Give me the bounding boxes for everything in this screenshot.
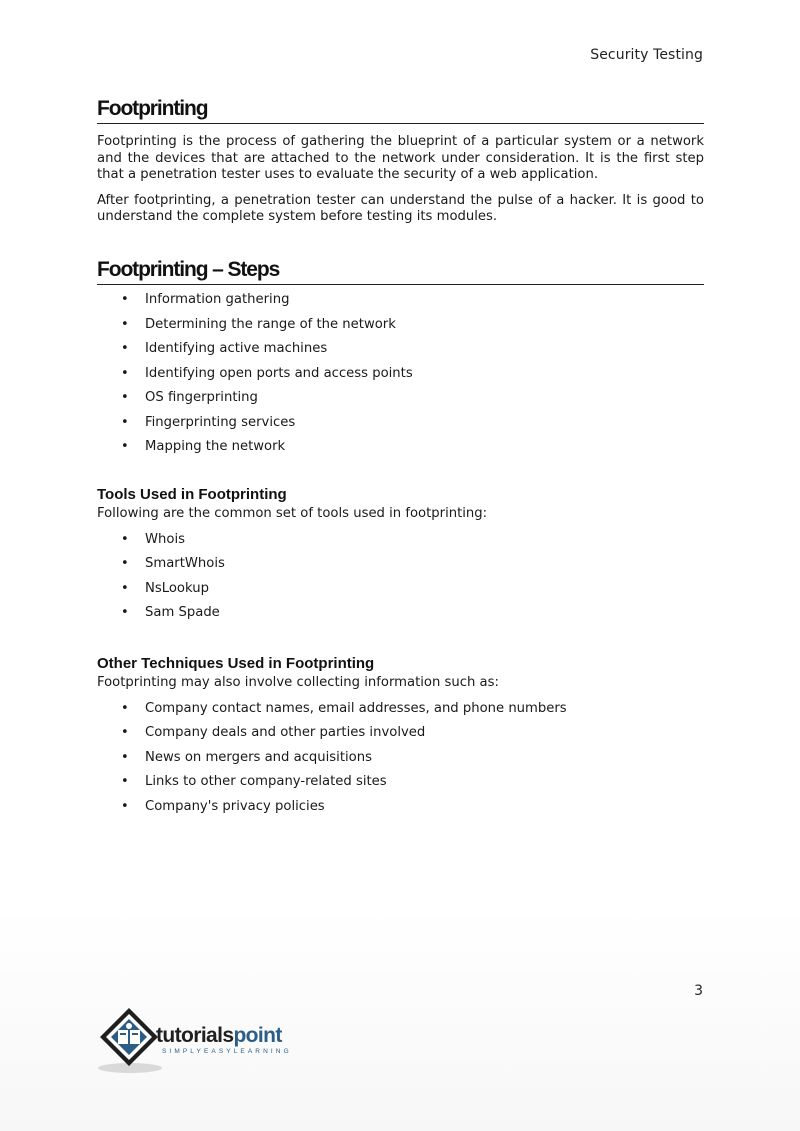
bullet-icon: •: [121, 556, 129, 571]
techniques-section: [97, 655, 704, 819]
bullet-icon: •: [121, 316, 129, 332]
tools-intro: Following are the common set of tools used in footprinting:: [97, 506, 488, 521]
list-item: [121, 337, 704, 362]
techniques-intro: Footprinting may also involve collecting information such as:: [97, 675, 499, 690]
logo-wordmark: [156, 1025, 282, 1047]
list-item-text: SmartWhois: [145, 556, 225, 571]
list-item: [121, 697, 704, 722]
list-item: [121, 435, 704, 460]
logo-word-point: point: [233, 1024, 282, 1047]
list-item-text: Links to other company-related sites: [145, 774, 387, 789]
list-item: [121, 770, 704, 795]
bullet-icon: •: [121, 700, 129, 716]
bullet-icon: •: [121, 531, 129, 547]
bullet-icon: •: [121, 798, 129, 814]
list-item-text: Company deals and other parties involved: [145, 725, 426, 740]
list-item-text: Determining the range of the network: [145, 316, 396, 332]
list-item-text: Company contact names, email addresses, and phone numbers: [145, 700, 567, 716]
list-item: [121, 721, 704, 746]
list-item: [121, 313, 704, 338]
list-item-text: News on mergers and acquisitions: [145, 749, 372, 765]
list-item: [121, 577, 704, 602]
list-item-text: OS fingerprinting: [145, 390, 258, 405]
tutorialspoint-logo: [96, 1004, 326, 1078]
list-item-text: Identifying open ports and access points: [145, 365, 413, 381]
list-item: [121, 601, 704, 626]
list-item: [121, 411, 704, 436]
bullet-icon: •: [121, 414, 129, 430]
list-item: [121, 528, 704, 553]
list-item: [121, 746, 704, 771]
list-item: [121, 288, 704, 313]
bullet-icon: •: [121, 605, 129, 620]
list-item-text: Mapping the network: [145, 439, 286, 454]
list-item-text: Company's privacy policies: [145, 798, 325, 814]
steps-list: [121, 288, 704, 460]
bullet-icon: •: [121, 725, 129, 740]
bullet-icon: •: [121, 365, 129, 381]
steps-heading: Footprinting – Steps: [97, 257, 704, 285]
techniques-list: [121, 697, 704, 820]
bullet-icon: •: [121, 439, 129, 454]
tools-heading: Tools Used in Footprinting: [97, 486, 287, 503]
list-item-text: Identifying active machines: [145, 341, 328, 356]
techniques-heading: Other Techniques Used in Footprinting: [97, 655, 375, 672]
footprinting-paragraph-1: Footprinting is the process of gathering the blueprint of a particular system or a network and the devices that are attached to the network under consideration. It is the first step that a penetration tester uses to evaluate the security of a web application.: [97, 134, 704, 182]
logo-word-tutorials: tutorials: [156, 1024, 234, 1047]
bullet-icon: •: [121, 341, 129, 356]
footprinting-heading: Footprinting: [97, 96, 704, 124]
list-item: [121, 362, 704, 387]
page-number: 3: [694, 983, 703, 999]
list-item: [121, 552, 704, 577]
list-item: [121, 795, 704, 820]
footprinting-paragraph-2: After footprinting, a penetration tester can understand the pulse of a hacker. It is good to understand the complete system before testing its modules.: [97, 192, 704, 224]
bullet-icon: •: [121, 390, 129, 405]
list-item-text: Whois: [145, 531, 186, 547]
logo-tagline: SIMPLYEASYLEARNING: [162, 1048, 292, 1055]
list-item-text: Sam Spade: [145, 605, 220, 620]
bullet-icon: •: [121, 292, 129, 307]
footprinting-section: [97, 96, 704, 226]
tools-list: [121, 528, 704, 626]
bullet-icon: •: [121, 580, 129, 596]
list-item-text: Information gathering: [145, 292, 290, 307]
list-item-text: NsLookup: [145, 580, 209, 596]
bullet-icon: •: [121, 749, 129, 765]
list-item: [121, 386, 704, 411]
bullet-icon: •: [121, 774, 129, 789]
tools-section: [97, 486, 704, 626]
steps-section: [97, 257, 704, 460]
running-header: Security Testing: [590, 47, 703, 63]
list-item-text: Fingerprinting services: [145, 414, 296, 430]
